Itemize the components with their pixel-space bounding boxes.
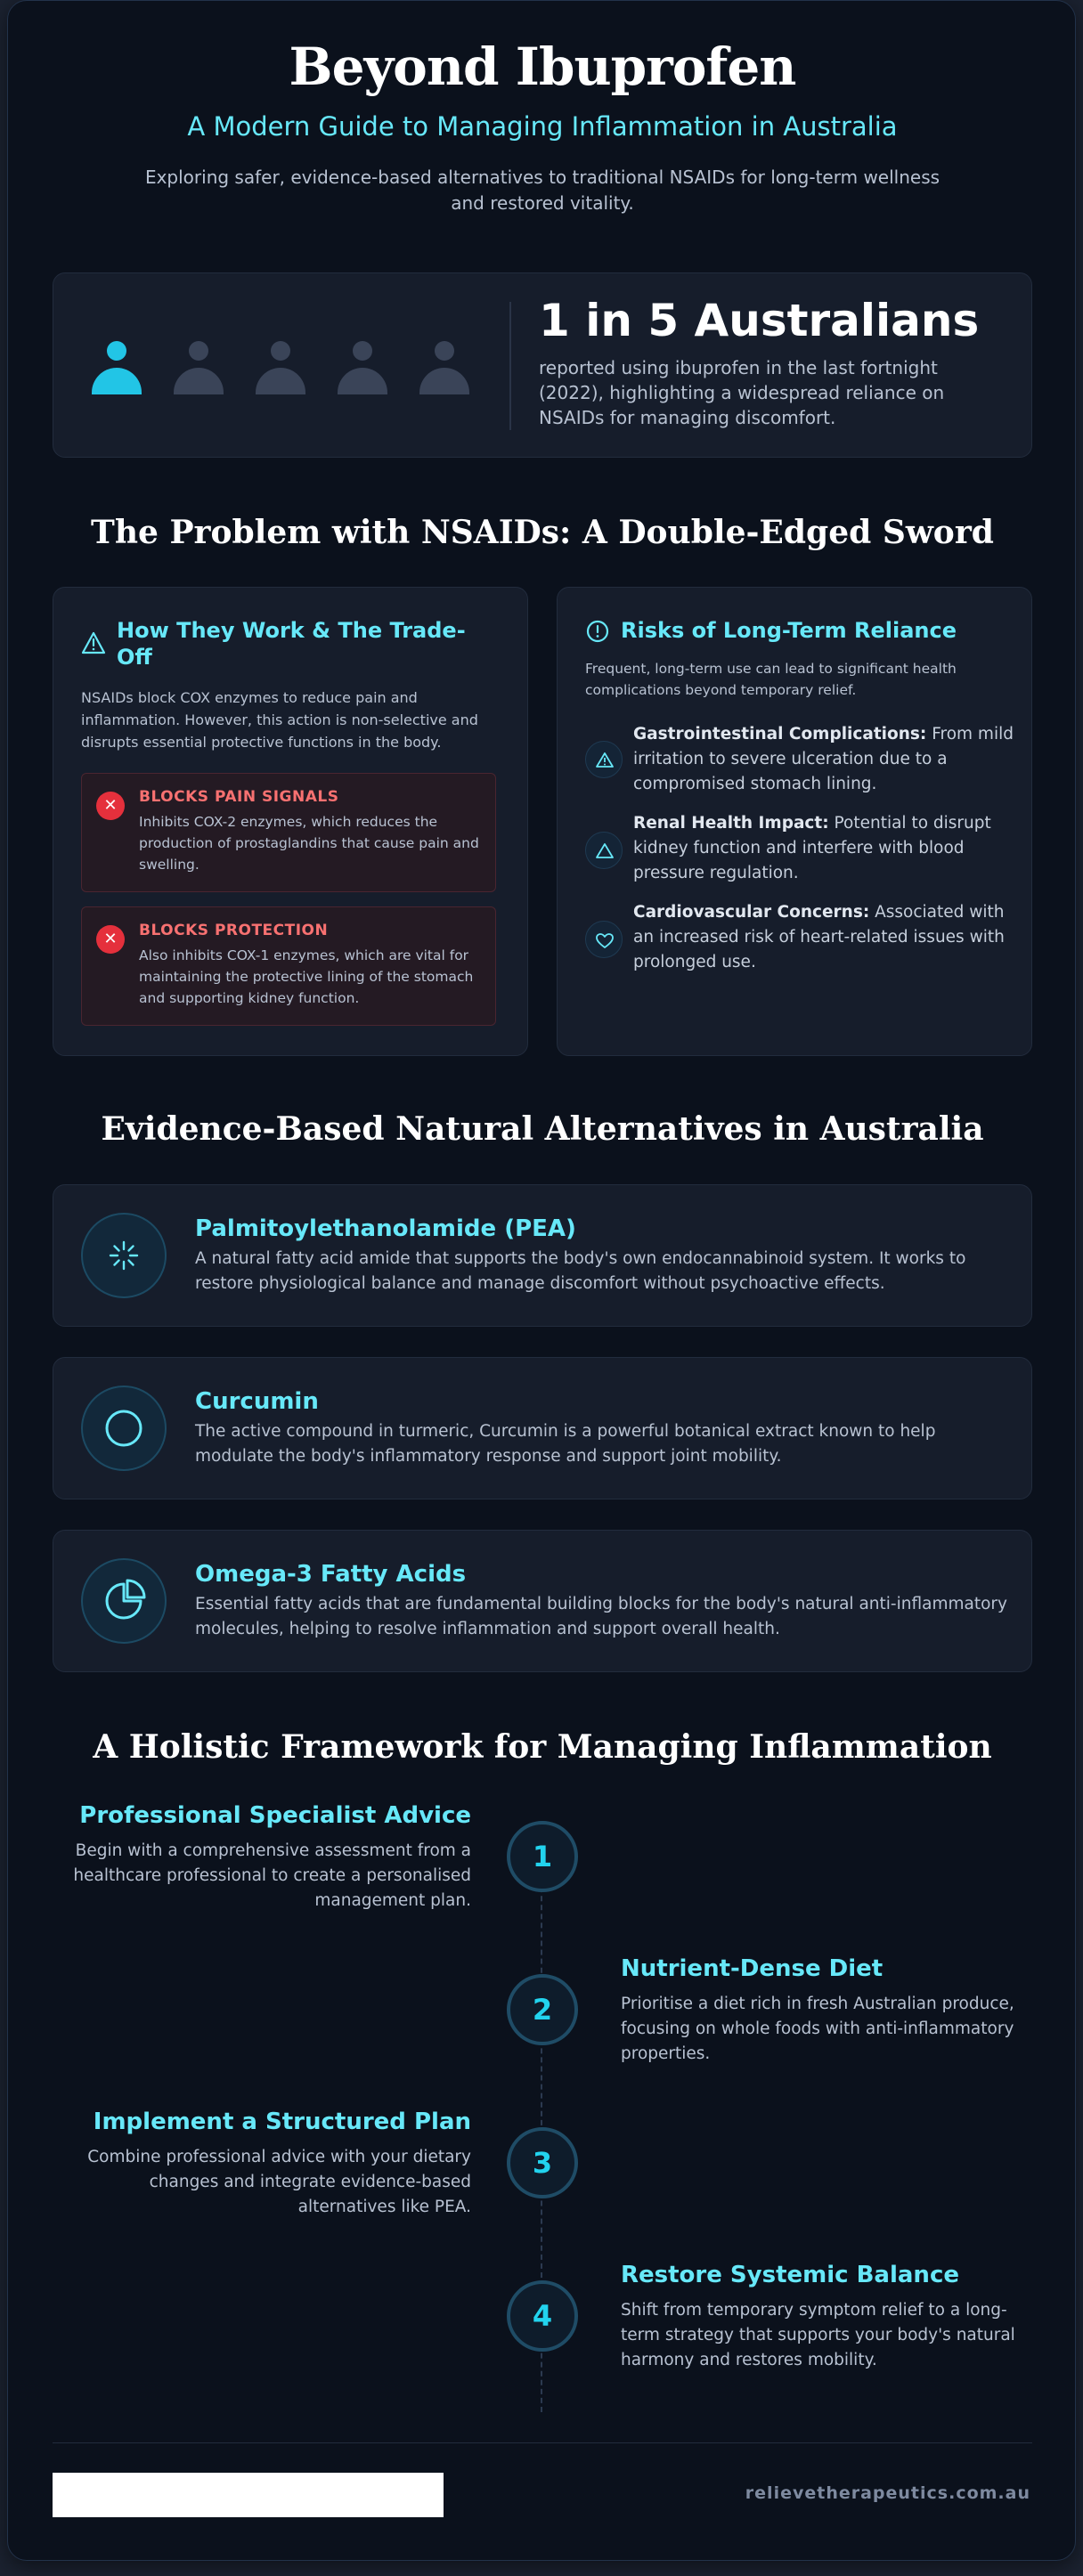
- risk-icon-circle: [585, 921, 623, 958]
- step-number-badge: 2: [507, 1974, 578, 2045]
- person-icon: [336, 341, 389, 403]
- block-title: BLOCKS PROTECTION: [139, 922, 329, 939]
- x-circle-icon: ✕: [96, 792, 125, 820]
- warning-triangle-icon: [586, 742, 623, 779]
- risk-description: From mild irritation to severe ulceration due to a compromised stomach lining.: [633, 725, 1014, 793]
- alternative-icon-circle: [81, 1558, 167, 1644]
- alternative-description: Essential fatty acids that are fundamental building blocks for the body's natural anti-inflammatory molecules, helping to resolve inflammation and support overall health.: [195, 1595, 1007, 1638]
- x-circle-icon: ✕: [96, 925, 125, 954]
- alternative-description: A natural fatty acid amide that supports the body's own endocannabinoid system. It works to restore physiological balance and manage discomfort without psychoactive effects.: [195, 1249, 966, 1293]
- step-title: Professional Specialist Advice: [79, 1802, 471, 1829]
- step-number-badge: 4: [507, 2280, 578, 2352]
- step-description: Begin with a comprehensive assessment from a healthcare professional to create a personalised management plan.: [73, 1841, 471, 1910]
- problem-section-title: The Problem with NSAIDs: A Double-Edged Sword: [91, 514, 994, 551]
- footer-divider: [53, 2442, 1032, 2443]
- person-icon: [254, 341, 307, 403]
- loader-icon: [83, 1215, 165, 1296]
- footer-website-link[interactable]: relievetherapeutics.com.au: [745, 2483, 1030, 2503]
- alternative-icon-circle: [81, 1386, 167, 1471]
- blocks-pain-box: [81, 773, 496, 892]
- risk-description: Potential to disrupt kidney function and interfere with blood pressure regulation.: [633, 814, 991, 882]
- heart-icon: [586, 922, 623, 959]
- warning-triangle-icon: [81, 631, 106, 654]
- step-title: Implement a Structured Plan: [93, 2109, 471, 2135]
- stat-headline: 1 in 5 Australians: [539, 295, 980, 346]
- person-icon: [418, 341, 471, 403]
- risk-title: Gastrointestinal Complications:: [633, 725, 927, 744]
- footer-logo-area: [53, 2473, 444, 2517]
- step-title: Nutrient-Dense Diet: [621, 1955, 884, 1982]
- risk-item: [633, 900, 1025, 975]
- framework-section-title: A Holistic Framework for Managing Inflammation: [93, 1728, 992, 1766]
- risk-title: Cardiovascular Concerns:: [633, 903, 870, 922]
- risk-title: Renal Health Impact:: [633, 814, 829, 833]
- blocks-protection-box: [81, 906, 496, 1026]
- risk-icon-circle: [585, 832, 623, 869]
- person-icon-highlighted: [90, 341, 143, 403]
- alternative-name: Curcumin: [195, 1388, 319, 1415]
- risks-intro: Frequent, long-term use can lead to significant health complications beyond temporary relief.: [585, 661, 957, 698]
- risks-heading: Risks of Long-Term Reliance: [621, 618, 957, 643]
- risk-icon-circle: [585, 741, 623, 778]
- alternative-description: The active compound in turmeric, Curcumin is a powerful botanical extract known to help modulate the body's inflammatory response and support joint mobility.: [195, 1422, 936, 1466]
- step-description: Shift from temporary symptom relief to a long-term strategy that supports your body's natural harmony and restores mobility.: [621, 2301, 1015, 2369]
- stat-text: reported using ibuprofen in the last fortnight (2022), highlighting a widespread reliance on NSAIDs for managing discomfort.: [539, 357, 945, 428]
- alternative-name: Omega-3 Fatty Acids: [195, 1561, 467, 1588]
- risk-description: Associated with an increased risk of heart-related issues with prolonged use.: [633, 903, 1005, 971]
- heading-line: Off: [117, 645, 152, 670]
- page-subtitle: A Modern Guide to Managing Inflammation in Australia: [187, 111, 898, 142]
- pie-chart-icon: [83, 1560, 165, 1642]
- page-description: Exploring safer, evidence-based alternatives to traditional NSAIDs for long-term wellness and restored vitality.: [144, 167, 940, 214]
- infographic-frame: [7, 0, 1076, 2561]
- risk-item: [633, 722, 1025, 797]
- block-text: Also inhibits COX-1 enzymes, which are vital for maintaining the protective lining of the stomach and supporting kidney function.: [139, 947, 474, 1006]
- how-they-work-text: NSAIDs block COX enzymes to reduce pain and inflammation. However, this action is non-selective and disrupts essential protective functions in the body.: [81, 689, 478, 751]
- step-number-badge: 1: [507, 1821, 578, 1892]
- alert-circle-icon: [585, 619, 610, 644]
- stat-divider: [509, 302, 511, 430]
- step-number-badge: 3: [507, 2127, 578, 2198]
- risk-item: [633, 811, 1025, 886]
- triangle-outline-icon: [586, 833, 623, 870]
- heading-line: How They Work & The Trade-: [117, 618, 466, 643]
- block-text: Inhibits COX-2 enzymes, which reduces the production of prostaglandins that cause pain and swelling.: [139, 814, 479, 873]
- alternative-name: Palmitoylethanolamide (PEA): [195, 1215, 576, 1242]
- alternative-icon-circle: [81, 1213, 167, 1298]
- alternatives-section-title: Evidence-Based Natural Alternatives in Australia: [101, 1110, 984, 1148]
- step-title: Restore Systemic Balance: [621, 2262, 959, 2288]
- page-title: Beyond Ibuprofen: [289, 37, 796, 97]
- step-description: Combine professional advice with your dietary changes and integrate evidence-based alternatives like PEA.: [87, 2148, 471, 2216]
- block-title: BLOCKS PAIN SIGNALS: [139, 788, 339, 806]
- step-description: Prioritise a diet rich in fresh Australian produce, focusing on whole foods with anti-inflammatory properties.: [621, 1995, 1014, 2063]
- how-they-work-heading: [117, 617, 509, 670]
- circle-icon: [83, 1387, 165, 1469]
- person-icon: [172, 341, 225, 403]
